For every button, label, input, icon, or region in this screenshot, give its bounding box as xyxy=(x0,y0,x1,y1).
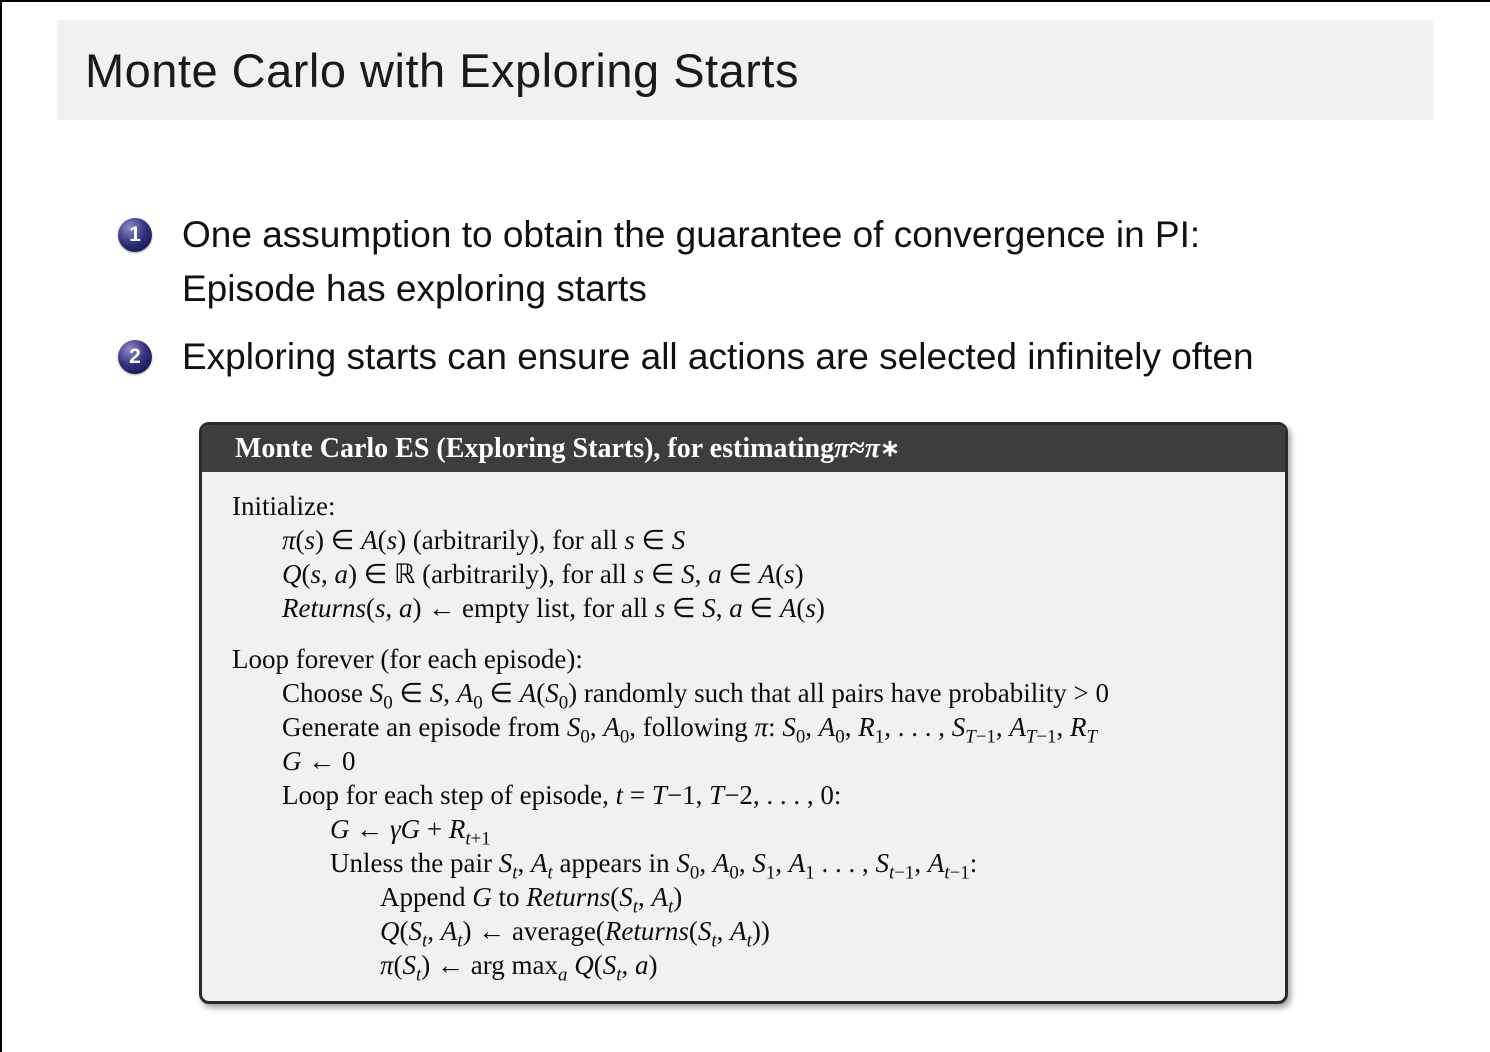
algorithm-line: $Q(S_t$, $A_t$) ← $average(Returns(S_t$, $A_t$)) xyxy=(380,916,770,952)
bullet-number-badge: 2 xyxy=(118,340,152,374)
algorithm-line: Loop for each step of episode, t = T−1, T−2, . . . , 0: xyxy=(282,780,842,810)
algorithm-title: Monte Carlo ES (Exploring Starts), for estimating π ≈ π ∗ xyxy=(202,425,1285,472)
algorithm-line: Returns(s, a) ← empty list, for all s ∈ S, a ∈ A(s) xyxy=(282,593,825,623)
algorithm-line: Generate an episode from $S_0$, $A_0$, following π: $S_0$, $A_0$, $R_1$, . . . , $S_{T-1}$, $A_{T-1}$, $R_T$ xyxy=(282,712,1097,748)
bullet-item xyxy=(118,208,1428,316)
algorithm-line: $\pi(S_t)$ ← arg $\max_a Q(S_t$, a) xyxy=(380,950,658,986)
algorithm-line: G ← $\gamma G + R_{t+1}$ xyxy=(330,814,491,850)
algorithm-line: Unless the pair $S_t$, $A_t$ appears in $S_0$, $A_0$, $S_1$, $A_1$ . . . , $S_{t-1}$, $A_{t-1}$: xyxy=(330,848,978,884)
algorithm-line: Append G to $Returns(S_t$, $A_t$) xyxy=(380,882,683,918)
algorithm-line: G ← 0 xyxy=(282,746,356,776)
algorithm-line: Choose $S_0$ ∈ S, $A_0$ ∈ $A(S_0)$ randomly such that all pairs have probability > 0 xyxy=(282,678,1110,714)
page-title: Monte Carlo with Exploring Starts xyxy=(85,43,799,97)
bullet-text: Exploring starts can ensure all actions are selected infinitely often xyxy=(182,336,1254,377)
algorithm-line: Initialize: xyxy=(232,491,336,521)
bullet-text: One assumption to obtain the guarantee of convergence in PI: Episode has exploring starts xyxy=(182,214,1201,309)
bullet-number-badge: 1 xyxy=(118,218,152,252)
algorithm-line: Q(s, a) ∈ ℝ (arbitrarily), for all s ∈ S, a ∈ A(s) xyxy=(282,559,804,589)
bullet-item xyxy=(118,330,1428,384)
bullet-list xyxy=(118,208,1428,398)
algorithm-line: Loop forever (for each episode): xyxy=(232,644,583,674)
algorithm-box xyxy=(199,422,1288,1004)
title-bar xyxy=(57,20,1433,120)
algorithm-line: π(s) ∈ A(s) (arbitrarily), for all s ∈ S xyxy=(282,525,686,555)
algorithm-body xyxy=(202,472,1285,986)
